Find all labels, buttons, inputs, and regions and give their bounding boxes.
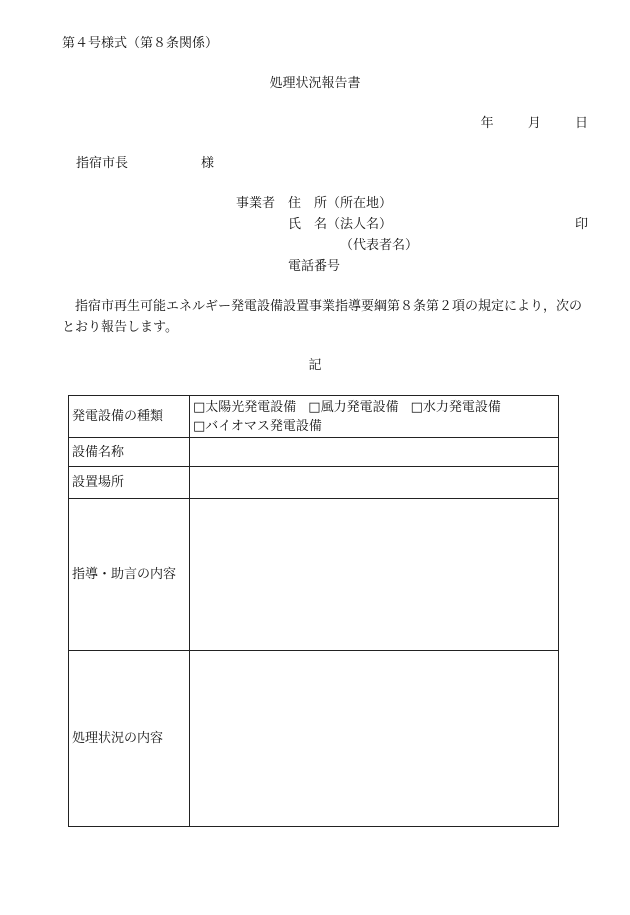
form-number: 第４号様式（第８条関係） [62, 36, 219, 51]
location-field[interactable] [190, 467, 559, 499]
date-line [451, 116, 588, 132]
option-wind[interactable]: □風力発電設備 [308, 399, 399, 415]
address-label: 住 所（所在地） [288, 196, 393, 211]
applicant-block [236, 196, 418, 280]
guidance-field[interactable] [190, 499, 559, 651]
recipient-honorific: 様 [201, 156, 215, 171]
table-row-location [69, 467, 559, 499]
table-row-processing [69, 651, 559, 827]
location-label: 設置場所 [69, 467, 190, 499]
phone-label: 電話番号 [288, 259, 341, 274]
type-options [190, 396, 559, 438]
date-month: 月 [527, 116, 541, 131]
body-paragraph: 指宿市再生可能エネルギー発電設備設置事業指導要綱第８条第２項の規定により，次のとおり報告します。 [62, 299, 583, 335]
name-label: 氏 名（法人名） [288, 217, 393, 232]
representative-label: （代表者名） [340, 238, 419, 253]
equipment-name-label: 設備名称 [69, 438, 190, 467]
processing-label: 処理状況の内容 [69, 651, 190, 827]
guidance-label: 指導・助言の内容 [69, 499, 190, 651]
option-solar[interactable]: □太陽光発電設備 [193, 399, 297, 415]
option-hydro[interactable]: □水力発電設備 [410, 399, 501, 415]
recipient-name: 指宿市長 [76, 156, 129, 171]
type-label: 発電設備の種類 [69, 396, 190, 438]
applicant-role: 事業者 [236, 196, 276, 211]
date-year: 年 [480, 116, 494, 131]
report-table [68, 395, 559, 827]
processing-field[interactable] [190, 651, 559, 827]
table-row-equipment-name [69, 438, 559, 467]
equipment-name-field[interactable] [190, 438, 559, 467]
seal-mark: 印 [574, 217, 588, 232]
option-biomass[interactable]: □バイオマス発電設備 [193, 418, 322, 434]
table-row-guidance [69, 499, 559, 651]
document-title: 処理状況報告書 [269, 76, 361, 91]
ki-heading: 記 [308, 358, 322, 373]
date-day: 日 [574, 116, 588, 131]
recipient [76, 156, 214, 172]
table-row-type [69, 396, 559, 438]
